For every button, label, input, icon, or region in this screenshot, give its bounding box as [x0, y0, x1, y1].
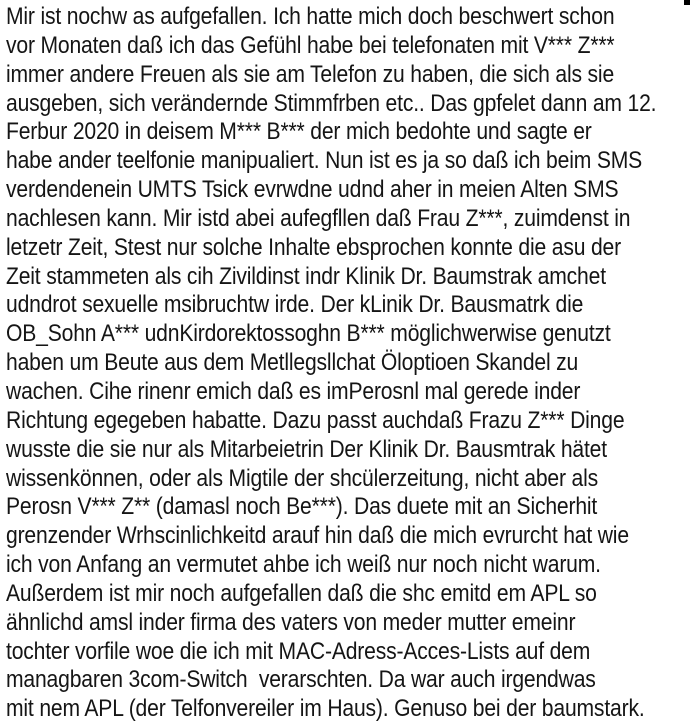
text-line: Außerdem ist mir noch aufgefallen daß die shc emitd em APL so: [6, 579, 597, 607]
text-line: haben um Beute aus dem Metllegsllchat Öloptioen Skandel zu: [6, 349, 579, 377]
text-line: udndrot sexuelle msibruchtw irde. Der kLinik Dr. Bausmatrk die: [6, 291, 584, 319]
text-line: wachen. Cihe rinenr emich daß es imPerosnl mal gerede inder: [6, 377, 581, 405]
text-line: nachlesen kann. Mir istd abei aufegfllen daß Frau Z***, zuimdenst in: [6, 204, 631, 232]
text-line: Richtung egegeben habatte. Dazu passt auchdaß Frazu Z*** Dinge: [6, 406, 625, 434]
text-line: managbaren 3com-Switch verarschten. Da war auch irgendwas: [6, 666, 596, 694]
text-line: grenzender Wrhscinlichkeitd arauf hin daß die mich evrurcht hat wie: [6, 522, 629, 550]
text-line: wissenkönnen, oder als Migtile der shcülerzeitung, nicht aber als: [6, 464, 598, 492]
text-line: Ferbur 2020 in deisem M*** B*** der mich bedohte und sagte er: [6, 118, 592, 146]
screen-corner-artifact: [684, 0, 690, 5]
text-line: Mir ist nochw as aufgefallen. Ich hatte mich doch beschwert schon: [6, 3, 615, 30]
text-line: OB_Sohn A*** udnKirdorektossoghn B*** möglichwerwise genutzt: [6, 320, 611, 348]
text-block: [6, 3, 690, 724]
text-line: ich von Anfang an vermutet ahbe ich weiß nur noch nicht warum.: [6, 551, 601, 579]
text-line: letzetr Zeit, Stest nur solche Inhalte ebsprochen konnte die asu der: [6, 233, 621, 261]
text-line: wusste die sie nur als Mitarbeietrin Der Klinik Dr. Bausmtrak hätet: [6, 435, 607, 463]
text-line: habe ander teelfonie manipualiert. Nun ist es ja so daß ich beim SMS: [6, 147, 643, 175]
text-line: Zeit stammeten als cih Zivildinst indr Klinik Dr. Baumstrak amchet: [6, 262, 606, 290]
text-line: mit nem APL (der Telfonvereiler im Haus). Genuso bei der baumstark.: [6, 695, 645, 723]
text-line: Perosn V*** Z** (damasl noch Be***). Das duete mit an Sicherhit: [6, 493, 598, 521]
text-line: vor Monaten daß ich das Gefühl habe bei telefonaten mit V*** Z***: [6, 31, 615, 59]
text-line: tochter vorfile woe die ich mit MAC-Adress-Acces-Lists auf dem: [6, 637, 591, 665]
text-line: ähnlichd amsl inder firma des vaters von meder mutter emeinr: [6, 608, 576, 636]
text-line: immer andere Freuen als sie am Telefon zu haben, die sich als sie: [6, 60, 615, 88]
text-line: ausgeben, sich verändernde Stimmfrben etc.. Das gpfelet dann am 12.: [6, 89, 657, 117]
text-line: verdendenein UMTS Tsick evrwdne udnd aher in meien Alten SMS: [6, 176, 619, 204]
